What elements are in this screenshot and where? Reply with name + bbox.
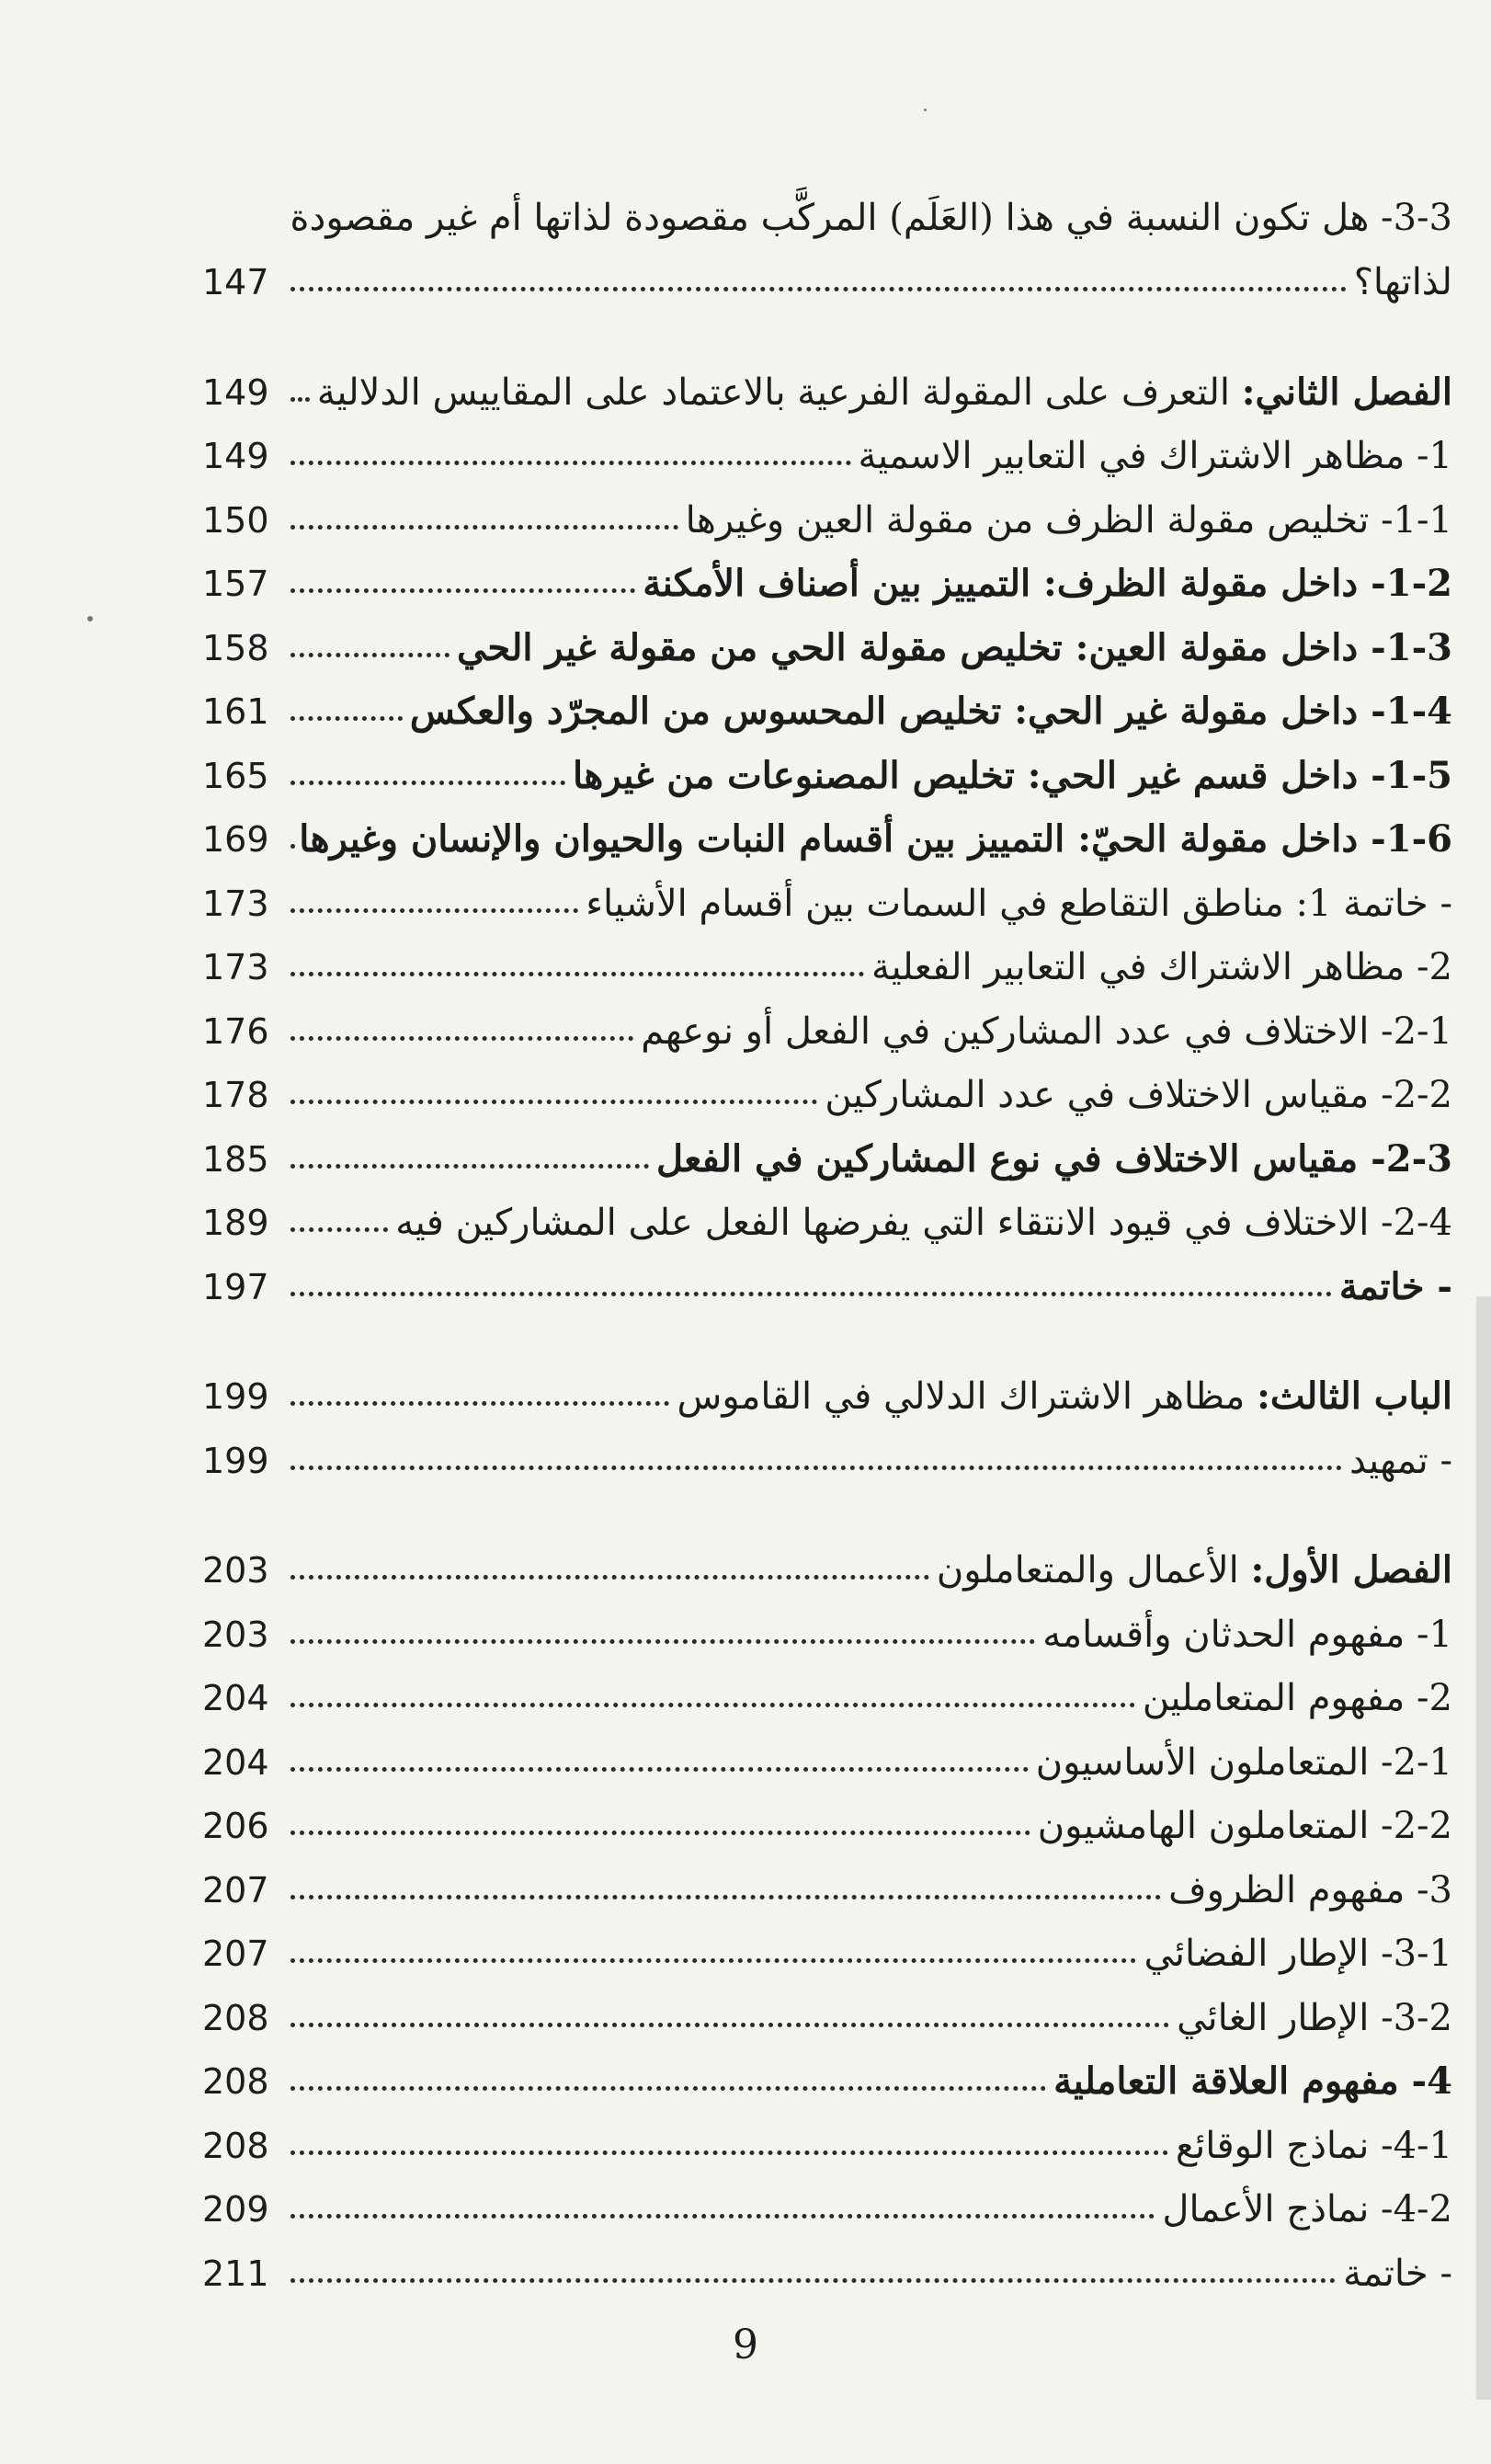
dot-leader [290, 1036, 633, 1041]
toc-entry-page: 149 [202, 371, 269, 413]
toc-entry[interactable] [202, 1115, 1452, 1180]
toc-entry[interactable] [202, 1243, 1452, 1307]
toc-entry-title: - خاتمة [1338, 1264, 1452, 1308]
toc-entry-page: 189 [202, 1203, 269, 1244]
toc-entry-title: 2- مظاهر الاشتراك في التعابير الفعلية [871, 946, 1452, 988]
chapter-title: التعرف على المقولة الفرعية بالاعتماد على المقاييس الدلالية [316, 371, 1231, 414]
toc-entry[interactable] [202, 2102, 1452, 2166]
toc-entry[interactable] [202, 541, 1452, 605]
toc-entry-page: 147 [202, 262, 269, 303]
toc-entry-title: - خاتمة [1343, 2252, 1452, 2295]
dot-leader [290, 287, 1347, 291]
toc-entry-title: 3-2- الإطار الغائي [1177, 1996, 1452, 2039]
toc-entry-title: - تمهيد [1349, 1439, 1452, 1482]
toc-entry-page: 204 [202, 1741, 269, 1783]
toc-entry-page: 173 [202, 947, 269, 988]
page-edge-shadow [1476, 1296, 1491, 2400]
dot-leader [290, 588, 635, 593]
dot-leader [290, 2086, 1046, 2091]
toc-entry-page: 165 [202, 755, 269, 796]
part-title: مظاهر الاشتراك الدلالي في القاموس [677, 1375, 1246, 1418]
toc-entry-title: 2- مفهوم المتعاملين [1142, 1677, 1452, 1719]
toc-entry-title: 3- مفهوم الظروف [1168, 1868, 1452, 1911]
dot-leader [290, 1703, 1135, 1707]
toc-entry-title: 4-2- نماذج الأعمال [1162, 2188, 1452, 2230]
toc-entry-page: 149 [202, 436, 269, 477]
dot-leader [290, 653, 450, 657]
part-label: الباب الثالث: [1257, 1375, 1452, 1418]
toc-entry[interactable] [202, 476, 1452, 541]
toc-entry-title: 2-1- المتعاملون الأساسيون [1035, 1740, 1452, 1784]
toc-entry-page: 157 [202, 564, 269, 605]
toc-entry[interactable] [202, 1974, 1452, 2038]
dot-leader [290, 716, 403, 721]
toc-entry-page: 197 [202, 1266, 269, 1307]
toc-entry[interactable] [202, 732, 1452, 796]
toc-entry-title: لذاتها؟ [1353, 261, 1452, 303]
toc-entry[interactable] [202, 1180, 1452, 1244]
toc-entry-title: 4-1- نماذج الوقائع [1175, 2124, 1452, 2167]
toc-entry[interactable] [202, 1655, 1452, 1719]
dot-leader [290, 972, 864, 976]
dot-leader [290, 2278, 1336, 2283]
dot-leader [290, 1767, 1029, 1772]
chapter-label: الفصل الثاني: [1241, 370, 1452, 414]
toc-entry-page: 208 [202, 1997, 269, 2038]
toc-entry-title [677, 1376, 1452, 1417]
chapter-label: الفصل الأول: [1250, 1548, 1452, 1591]
toc-entry-page: 207 [202, 1934, 269, 1975]
toc-entry-title: 3-3- هل تكون النسبة في هذا (العَلَم) المركَّب مقصودة لذاتها أم غير مقصودة [290, 196, 1452, 239]
toc-entry-title: 1-2- داخل مقولة الظرف: التمييز بين أصناف الأمكنة [643, 562, 1452, 605]
toc-entry-page: 211 [202, 2253, 269, 2294]
toc-entry-page: 199 [202, 1440, 269, 1481]
dot-leader [290, 844, 291, 849]
dot-leader [290, 525, 678, 530]
toc-entry[interactable] [202, 604, 1452, 668]
section-gap [202, 1481, 1452, 1527]
toc-entry[interactable] [202, 796, 1452, 861]
toc-entry-title: 4- مفهوم العلاقة التعاملية [1053, 2059, 1452, 2103]
dot-leader [290, 1401, 669, 1406]
section-gap [202, 302, 1452, 348]
toc-list [202, 1591, 1452, 2294]
dot-leader [290, 2214, 1155, 2219]
toc-entry-page: 208 [202, 2061, 269, 2103]
toc-entry-title: 3-1- الإطار الفضائي [1144, 1933, 1452, 1975]
dot-leader [290, 908, 578, 913]
toc-entry-title: 2-2- المتعاملون الهامشيون [1037, 1805, 1452, 1847]
paper-speck [87, 616, 93, 622]
toc-entry-title [317, 372, 1452, 413]
toc-chapter-heading[interactable] [202, 348, 1452, 413]
toc-entry-page: 209 [202, 2189, 269, 2230]
toc-entry[interactable] [202, 924, 1452, 988]
toc-entry-page: 185 [202, 1138, 269, 1180]
toc-entry[interactable] [202, 1052, 1452, 1116]
toc-entry-page: 204 [202, 1678, 269, 1719]
toc-entry-page: 176 [202, 1010, 269, 1052]
toc-entry-page: 206 [202, 1806, 269, 1847]
toc-entry-title: 2-4- الاختلاف في قيود الانتقاء التي يفرضها الفعل على المشاركين فيه [395, 1202, 1452, 1244]
dot-leader [290, 2023, 1169, 2027]
table-of-contents [202, 175, 1452, 2294]
toc-entry-title: 2-3- مقياس الاختلاف في نوع المشاركين في الفعل [655, 1136, 1452, 1181]
dot-leader [290, 1895, 1161, 1899]
toc-entry-title: - خاتمة 1: مناطق التقاطع في السمات بين أقسام الأشياء [586, 882, 1452, 925]
toc-entry-page: 173 [202, 883, 269, 924]
dot-leader [290, 1164, 649, 1169]
toc-entry[interactable] [202, 1417, 1452, 1481]
toc-entry-title: 1- مظاهر الاشتراك في التعابير الاسمية [858, 435, 1452, 477]
dot-leader [290, 397, 310, 402]
toc-part-heading[interactable] [202, 1353, 1452, 1418]
toc-entry[interactable] [202, 668, 1452, 733]
dot-leader [290, 1831, 1030, 1835]
dot-leader [290, 1639, 1035, 1644]
dot-leader [290, 2150, 1168, 2155]
section-gap [202, 1307, 1452, 1353]
toc-entry[interactable] [202, 1911, 1452, 1975]
toc-entry-page: 203 [202, 1614, 269, 1655]
paper-speck [924, 108, 927, 111]
toc-entry[interactable] [202, 1591, 1452, 1655]
page-number: 9 [733, 2321, 758, 2368]
toc-entry-title: 2-2- مقياس الاختلاف في عدد المشاركين [825, 1074, 1452, 1116]
toc-entry-page: 161 [202, 691, 269, 733]
toc-entry[interactable] [202, 2230, 1452, 2294]
dot-leader [290, 1292, 1332, 1296]
toc-entry[interactable] [202, 1783, 1452, 1847]
toc-entry-page: 169 [202, 819, 269, 861]
toc-entry[interactable] [202, 860, 1452, 924]
toc-entry-page: 178 [202, 1075, 269, 1116]
dot-leader [290, 1100, 817, 1104]
toc-list [202, 413, 1452, 1307]
toc-entry-page: 150 [202, 499, 269, 541]
toc-entry-page: 158 [202, 627, 269, 668]
toc-entry[interactable] [202, 2166, 1452, 2230]
dot-leader [290, 781, 565, 785]
toc-entry-title: 1- مفهوم الحدثان وأقسامه [1042, 1613, 1452, 1656]
toc-entry-title: 2-1- الاختلاف في عدد المشاركين في الفعل أو نوعهم [641, 1010, 1452, 1053]
toc-entry[interactable] [202, 1718, 1452, 1783]
dot-leader [290, 1227, 388, 1232]
toc-entry[interactable] [202, 987, 1452, 1052]
toc-entry[interactable] [202, 2038, 1452, 2103]
chapter-title: الأعمال والمتعاملون [936, 1549, 1239, 1591]
toc-entry-page: 207 [202, 1869, 269, 1911]
dot-leader [290, 461, 851, 465]
toc-entry-title: 1-1- تخليص مقولة الظرف من مقولة العين وغيرها [685, 498, 1452, 542]
dot-leader [290, 1958, 1136, 1963]
toc-entry[interactable] [202, 1846, 1452, 1911]
toc-entry-title: 1-6- داخل مقولة الحيّ: التمييز بين أقسام النبات والحيوان والإنسان وغيرها [299, 817, 1452, 861]
toc-entry-title: 1-4- داخل مقولة غير الحي: تخليص المحسوس من المجرّد والعكس [409, 690, 1452, 733]
toc-entry-page: 203 [202, 1550, 269, 1591]
dot-leader [290, 1575, 929, 1580]
toc-entry-title: 1-3- داخل مقولة العين: تخليص مقولة الحي من مقولة غير الحي [457, 625, 1452, 669]
toc-entry-page: 199 [202, 1376, 269, 1418]
toc-chapter-heading[interactable] [202, 1527, 1452, 1591]
toc-entry-page: 208 [202, 2125, 269, 2166]
toc-entry[interactable] [202, 239, 1452, 303]
dot-leader [290, 1466, 1342, 1470]
toc-entry-title [937, 1550, 1452, 1591]
toc-entry-title: 1-5- داخل قسم غير الحي: تخليص المصنوعات من غيرها [573, 753, 1452, 797]
toc-entry[interactable] [202, 413, 1452, 477]
toc-entry-wrap-line [202, 175, 1452, 239]
